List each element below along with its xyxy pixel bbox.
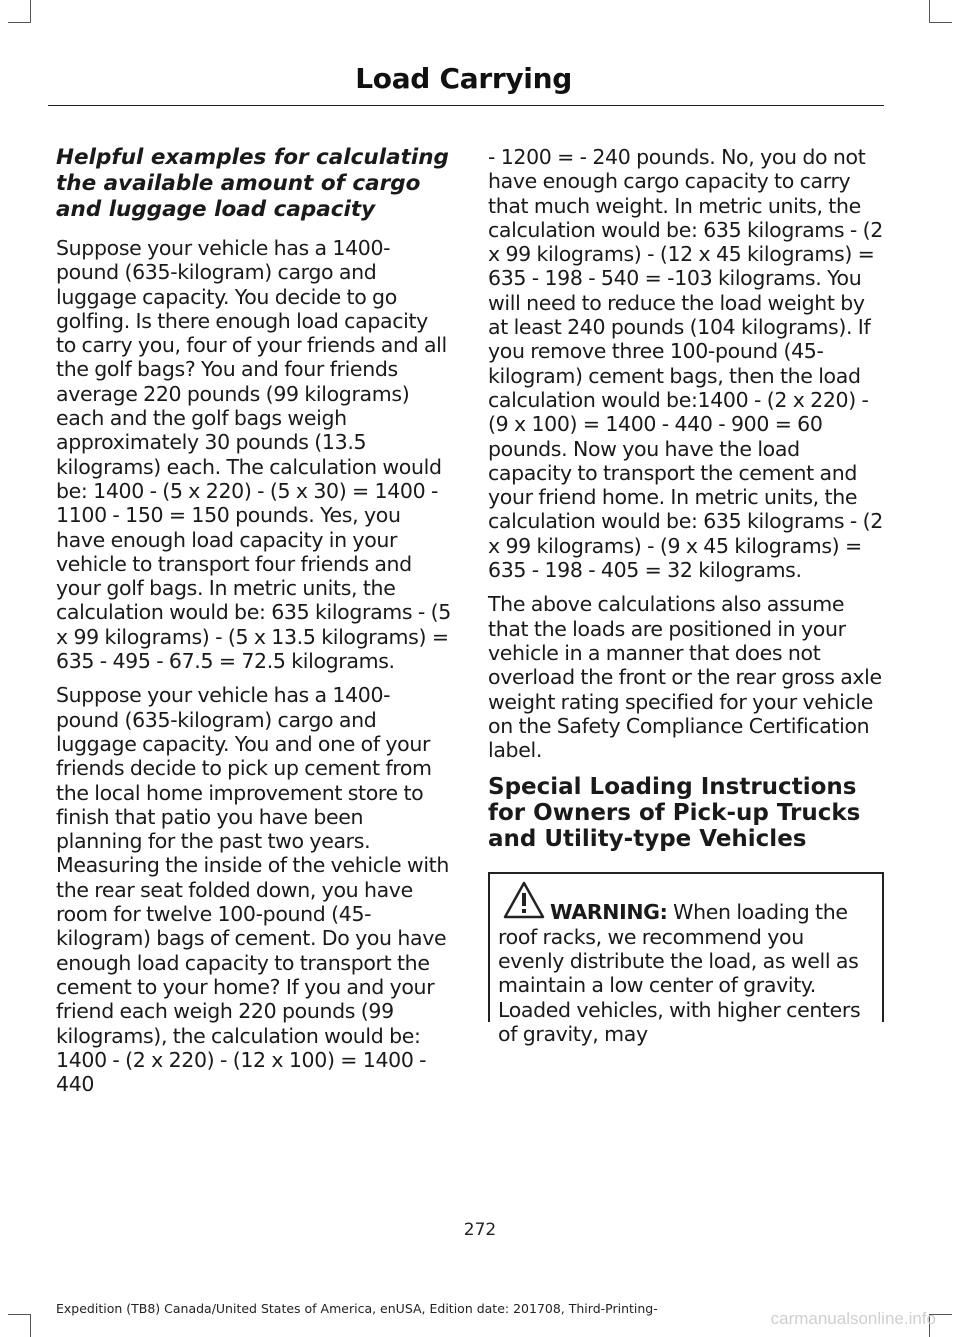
warning-label: WARNING: — [550, 900, 668, 925]
left-column — [56, 145, 452, 1106]
golf-example-paragraph: Suppose your vehicle has a 1400-pound (635-kilogram) cargo and luggage capacity. You decide to go golfing. Is there enough load capacity to carry you, four of your friends and all the golf bags? You and four friends average 220 pounds (99 kilograms) each and the golf bags weigh approximately 30 pounds (13.5 kilograms) each. The calculation would be: 1400 - (5 x 220) - (5 x 30) = 1400 - 1100 - 150 = 150 pounds. Yes, you have enough load capacity in your vehicle to transport four friends and your golf bags. In metric units, the calculation would be: 635 kilograms - (5 x 99 kilograms) - (5 x 13.5 kilograms) = 635 - 495 - 67.5 = 72.5 kilograms. — [56, 236, 451, 674]
special-loading-heading: Special Loading Instructions for Owners of Pick-up Trucks and Utility-type Vehicles — [488, 774, 861, 853]
cement-example-continued: - 1200 = - 240 pounds. No, you do not have enough cargo capacity to carry that much weight. In metric units, the calculation would be: 635 kilograms - (2 x 99 kilograms) - (12 x 45 kilograms) = 635 - 198 - 540 = -103 kilograms. You will need to reduce the load weight by at least 240 pounds (104 kilograms). If you remove three 100-pound (45-kilogram) cement bags, then the load calculation would be:1400 - (2 x 220) - (9 x 100) = 1400 - 440 - 900 = 60 pounds. Now you have the load capacity to transport the cement and your friend home. In metric units, the calculation would be: 635 kilograms - (2 x 99 kilograms) - (9 x 45 kilograms) = 635 - 198 - 405 = 32 kilograms. — [488, 145, 883, 583]
watermark: carmanualsonline.info — [770, 1309, 936, 1328]
examples-heading: Helpful examples for calculating the available amount of cargo and luggage load capacity — [56, 145, 449, 222]
footer-edition-info: Expedition (TB8) Canada/United States of America, enUSA, Edition date: 201708, Third-Printing- — [56, 1301, 658, 1316]
crop-mark-top-left — [8, 0, 31, 23]
cement-example-paragraph: Suppose your vehicle has a 1400-pound (635-kilogram) cargo and luggage capacity. You and one of your friends decide to pick up cement from the local home improvement store to finish that patio you have been planning for the past two years. Measuring the inside of the vehicle with the rear seat folded down, you have room for twelve 100-pound (45-kilogram) bags of cement. Do you have enough load capacity to transport the cement to your home? If you and your friend each weigh 220 pounds (99 kilograms), the calculation would be: 1400 - (2 x 220) - (12 x 100) = 1400 - 440 — [56, 683, 450, 1097]
crop-mark-top-right — [929, 0, 952, 23]
warning-body: When loading the roof racks, we recommend you evenly distribute the load, as well as maintain a low center of gravity. Loaded vehicles, with higher centers of gravity, may — [498, 900, 861, 1046]
axle-rating-paragraph: The above calculations also assume that the loads are positioned in your vehicle in a manner that does not overload the front or the rear gross axle weight rating specified for your vehicle on the Safety Compliance Certification label. — [488, 592, 882, 763]
right-column — [488, 145, 884, 1046]
header-divider — [48, 105, 884, 106]
page-title: Load Carrying — [355, 62, 572, 95]
warning-triangle-icon — [502, 880, 546, 920]
page-number: 272 — [463, 1220, 497, 1240]
warning-box — [488, 872, 884, 1046]
warning-text — [498, 900, 874, 1046]
crop-mark-bottom-left — [8, 1314, 31, 1337]
